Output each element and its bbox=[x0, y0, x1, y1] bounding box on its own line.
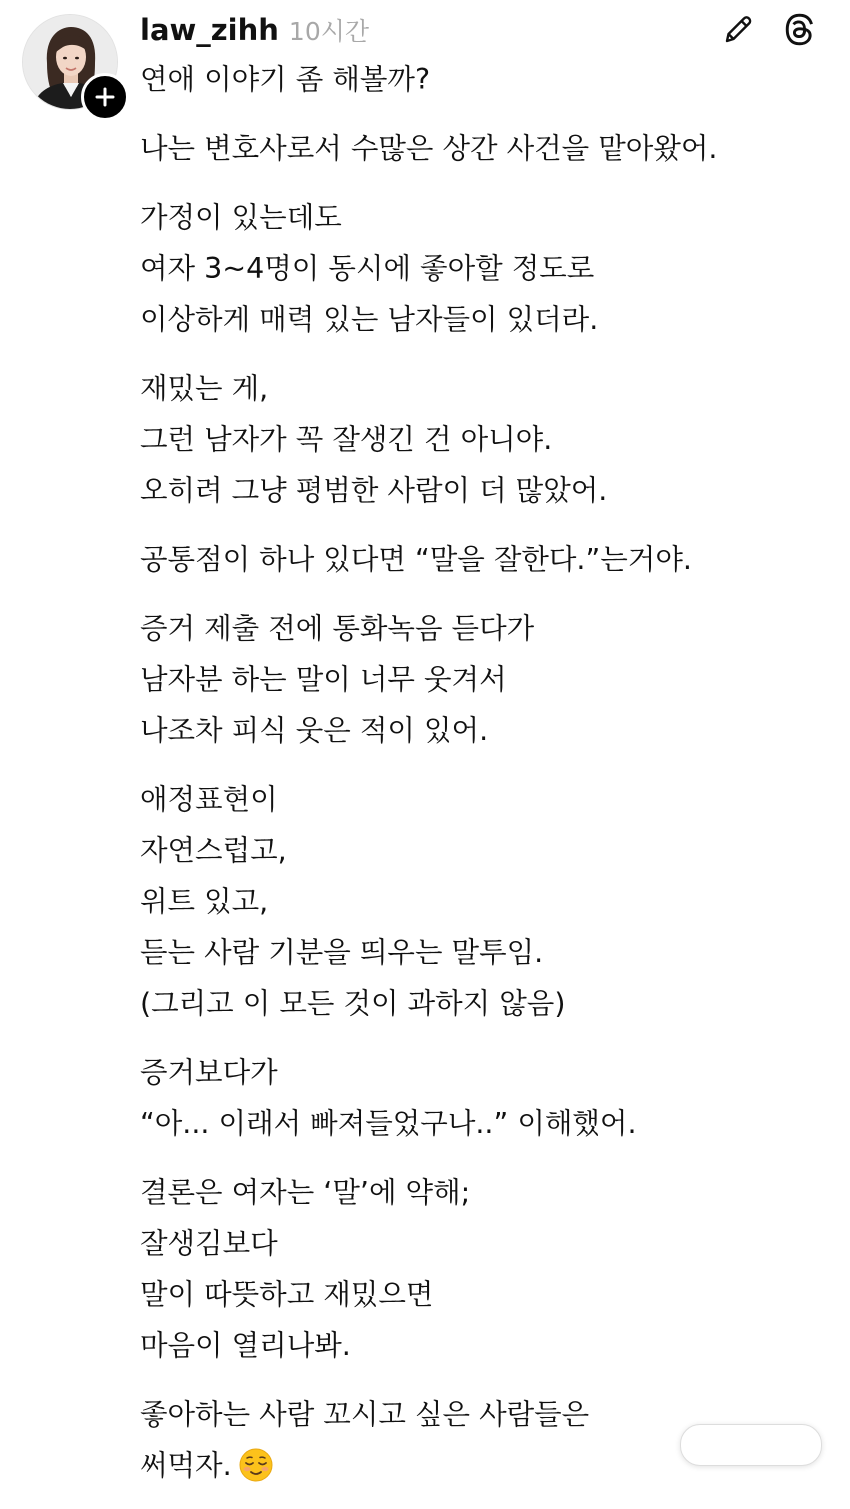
text-line: 결론은 여자는 ‘말’에 약해; bbox=[140, 1176, 471, 1209]
text-line: 나는 변호사로서 수많은 상간 사건을 맡아왔어. bbox=[140, 132, 718, 165]
text-line: 그런 남자가 꼭 잘생긴 건 아니야. bbox=[140, 423, 553, 456]
text-line: 여자 3~4명이 동시에 좋아할 정도로 bbox=[140, 252, 595, 285]
text-line: 마음이 열리나봐. bbox=[140, 1329, 351, 1362]
threads-logo-button[interactable] bbox=[778, 10, 818, 50]
text-line: 나조차 피식 웃은 적이 있어. bbox=[140, 714, 489, 747]
threads-logo-icon bbox=[781, 12, 815, 48]
text-line: 남자분 하는 말이 너무 웃겨서 bbox=[140, 663, 507, 696]
text-line: 써먹자. bbox=[140, 1449, 232, 1482]
post-header bbox=[140, 8, 369, 52]
plus-icon bbox=[94, 86, 116, 108]
text-line: 가정이 있는데도 bbox=[140, 201, 342, 234]
paragraph bbox=[140, 54, 820, 105]
paragraph bbox=[140, 534, 820, 585]
paragraph bbox=[140, 774, 820, 1029]
text-line: “아... 이래서 빠져들었구나..” 이해했어. bbox=[140, 1107, 637, 1140]
follow-button[interactable] bbox=[81, 73, 129, 121]
post-actions bbox=[718, 10, 818, 50]
username[interactable]: law_zihh bbox=[140, 13, 279, 47]
paragraph bbox=[140, 603, 820, 756]
text-line: 연애 이야기 좀 해볼까? bbox=[140, 63, 431, 96]
text-line: 공통점이 하나 있다면 “말을 잘한다.”는거야. bbox=[140, 543, 692, 576]
text-line: 듣는 사람 기분을 띄우는 말투임. bbox=[140, 936, 544, 969]
text-line: 증거보다가 bbox=[140, 1056, 278, 1089]
relieved-face-icon bbox=[238, 1447, 274, 1499]
paragraph bbox=[140, 123, 820, 174]
paragraph bbox=[140, 363, 820, 516]
text-line: 재밌는 게, bbox=[140, 372, 269, 405]
pencil-icon bbox=[720, 12, 756, 48]
text-line: 자연스럽고, bbox=[140, 834, 287, 867]
post-timestamp: 10시간 bbox=[288, 17, 370, 46]
text-line: (그리고 이 모든 것이 과하지 않음) bbox=[140, 987, 566, 1020]
text-line: 위트 있고, bbox=[140, 885, 269, 918]
text-line: 말이 따뜻하고 재밌으면 bbox=[140, 1278, 434, 1311]
text-line: 좋아하는 사람 꼬시고 싶은 사람들은 bbox=[140, 1398, 590, 1431]
text-line: 이상하게 매력 있는 남자들이 있더라. bbox=[140, 303, 599, 336]
profile-avatar-container bbox=[22, 14, 118, 110]
paragraph bbox=[140, 1047, 820, 1149]
text-line: 증거 제출 전에 통화녹음 듣다가 bbox=[140, 612, 535, 645]
text-line: 잘생김보다 bbox=[140, 1227, 278, 1260]
paragraph bbox=[140, 1167, 820, 1371]
text-line: 오히려 그냥 평범한 사람이 더 많았어. bbox=[140, 474, 608, 507]
paragraph bbox=[140, 192, 820, 345]
edit-button[interactable] bbox=[718, 10, 758, 50]
text-line: 애정표현이 bbox=[140, 783, 278, 816]
bottom-overlay-pill[interactable] bbox=[680, 1424, 822, 1466]
post-body bbox=[140, 54, 820, 1509]
